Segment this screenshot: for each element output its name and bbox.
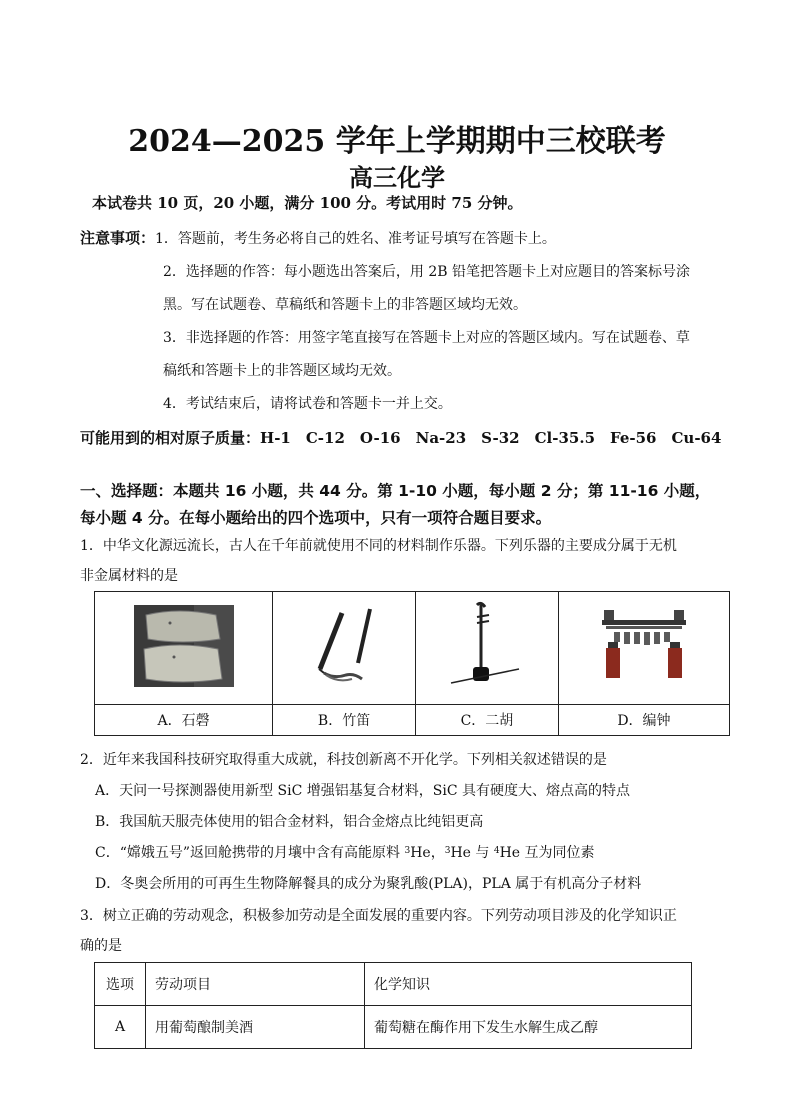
question-3-stem: 3．树立正确的劳动观念，积极参加劳动是全面发展的重要内容。下列劳动项目涉及的化学知识正 — [80, 908, 677, 924]
option-b-label: B．竹笛 — [273, 705, 416, 736]
table-row — [95, 1006, 692, 1049]
question-2-option-d: D．冬奥会所用的可再生生物降解餐具的成分为聚乳酸(PLA)，PLA 属于有机高分子材料 — [95, 876, 642, 892]
note-item: 1．答题前，考生务必将自己的姓名、准考证号填写在答题卡上。 — [155, 231, 556, 247]
section-heading: 每小题 4 分。在每小题给出的四个选项中，只有一项符合题目要求。 — [80, 509, 552, 527]
question-2-option-b: B．我国航天服壳体使用的铝合金材料，铝合金熔点比纯铝更高 — [95, 814, 484, 830]
notes-block — [80, 228, 556, 249]
note-item: 黑。写在试题卷、草稿纸和答题卡上的非答题区域均无效。 — [163, 297, 527, 313]
erhu-icon — [447, 601, 527, 691]
table-cell: A — [95, 1006, 146, 1049]
section-heading: 一、选择题：本题共 16 小题，共 44 分。第 1-10 小题，每小题 2 分；第 11-16 小题， — [80, 482, 711, 500]
table-cell: 葡萄糖在酶作用下发生水解生成乙醇 — [365, 1006, 692, 1049]
chime-bells-icon — [596, 606, 692, 686]
question-2-option-c: C．“嫦娥五号”返回舱携带的月壤中含有高能原料 $^3$He，$^3$He 与 $^4$He 互为同位素 — [95, 845, 595, 861]
table-header-cell: 化学知识 — [365, 963, 692, 1006]
exam-subject: 高三化学 — [349, 163, 445, 192]
question-1-options-table — [94, 591, 730, 736]
atomic-masses — [80, 428, 721, 449]
question-1-stem: 1．中华文化源远流长，古人在千年前就使用不同的材料制作乐器。下列乐器的主要成分属于无机 — [80, 538, 677, 554]
atomic-masses-label: 可能用到的相对原子质量： — [80, 429, 261, 447]
exam-title: 2024—2025 学年上学期期中三校联考 — [128, 124, 666, 159]
option-c-label: C．二胡 — [416, 705, 559, 736]
table-header-cell: 劳动项目 — [146, 963, 365, 1006]
bamboo-flute-icon — [304, 603, 384, 689]
table-header-cell: 选项 — [95, 963, 146, 1006]
option-c-image — [416, 592, 559, 705]
question-3-stem: 确的是 — [80, 938, 122, 954]
note-item: 稿纸和答题卡上的非答题区域均无效。 — [163, 363, 401, 379]
question-2-option-a: A．天问一号探测器使用新型 SiC 增强铝基复合材料，SiC 具有硬度大、熔点高的特点 — [95, 783, 631, 799]
option-d-image — [558, 592, 729, 705]
note-item: 4．考试结束后，请将试卷和答题卡一并上交。 — [163, 396, 452, 412]
option-d-label: D．编钟 — [558, 705, 729, 736]
stone-chime-icon — [134, 605, 234, 687]
option-a-image — [95, 592, 273, 705]
exam-info: 本试卷共 10 页，20 小题，满分 100 分。考试用时 75 分钟。 — [92, 194, 523, 212]
notes-label: 注意事项： — [80, 229, 156, 247]
option-a-label: A．石磬 — [95, 705, 273, 736]
question-3-table — [94, 962, 692, 1049]
note-item: 3．非选择题的作答：用签字笔直接写在答题卡上对应的答题区域内。写在试题卷、草 — [163, 330, 690, 346]
question-2-stem: 2．近年来我国科技研究取得重大成就，科技创新离不开化学。下列相关叙述错误的是 — [80, 752, 607, 768]
table-cell: 用葡萄酿制美酒 — [146, 1006, 365, 1049]
atomic-masses-values: H-1 C-12 O-16 Na-23 S-32 Cl-35.5 Fe-56 Cu-64 — [260, 429, 722, 447]
question-1-stem: 非金属材料的是 — [80, 568, 178, 584]
note-item: 2．选择题的作答：每小题选出答案后，用 2B 铅笔把答题卡上对应题目的答案标号涂 — [163, 264, 691, 280]
option-b-image — [273, 592, 416, 705]
